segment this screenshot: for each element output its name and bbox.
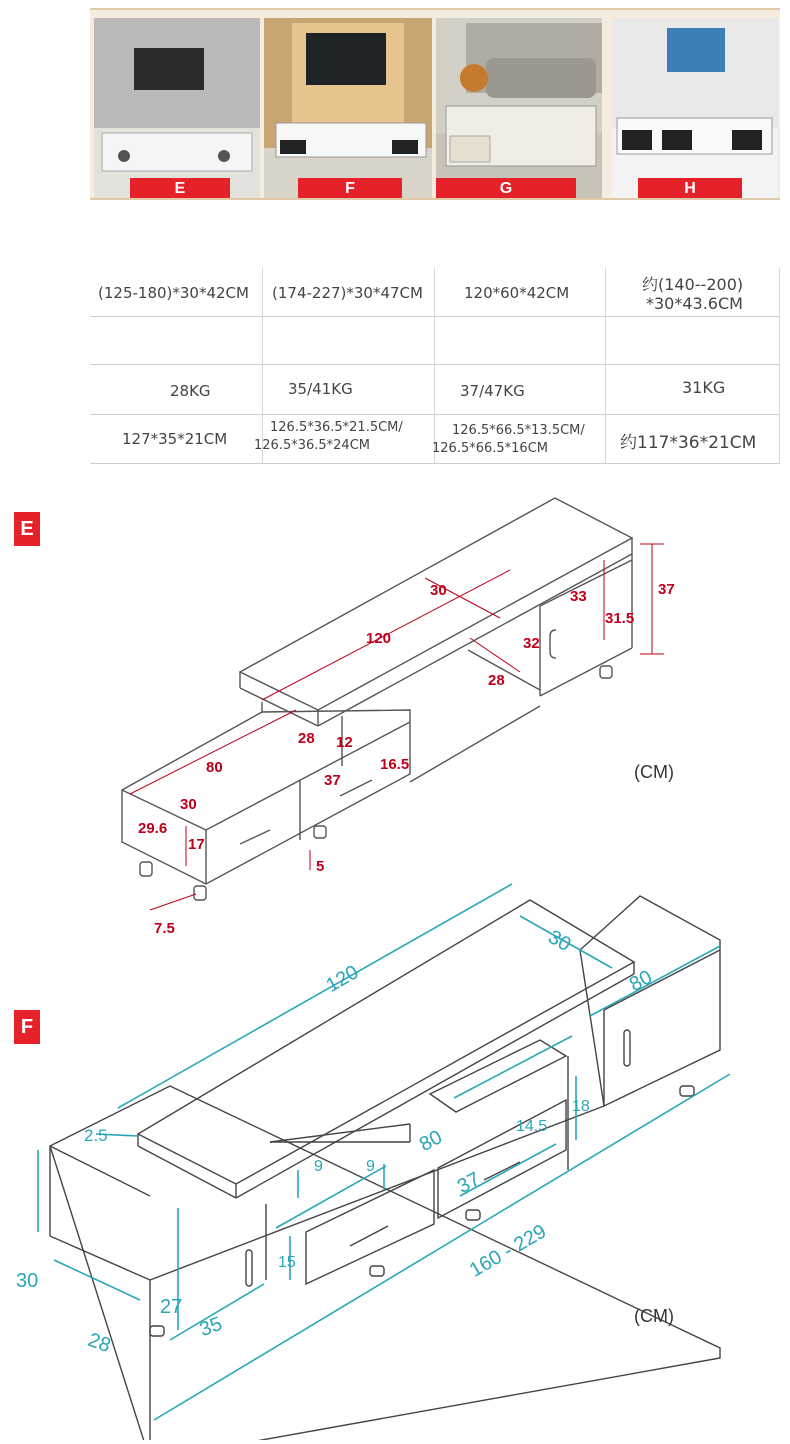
product-photo-g[interactable]: [436, 18, 602, 198]
diagram-f-drawing: [0, 880, 790, 1440]
product-photo-f[interactable]: [264, 18, 432, 198]
diagram-f-badge: F: [14, 1010, 40, 1044]
dim-e-top-length: 120: [366, 630, 392, 647]
dim-e-shelf-depth: 28: [488, 672, 505, 689]
dim-e-cabinet-depth: 33: [570, 588, 587, 605]
weight-g: 37/47KG: [460, 382, 525, 400]
dim-f-height: 30: [16, 1270, 39, 1292]
package-h: 约117*36*21CM: [620, 433, 757, 453]
tv-stand-photo-h: [612, 18, 778, 198]
dim-f-cubby-height: 18: [572, 1098, 590, 1115]
dim-f-total-length: 160 - 229: [465, 1220, 551, 1282]
dim-f-drawer-height-left: 15: [278, 1254, 296, 1271]
dim-f-drawer-width: 37: [453, 1168, 484, 1198]
dim-f-inner-depth: 35: [196, 1312, 226, 1342]
package-g-line2: 126.5*66.5*16CM: [432, 441, 548, 456]
dim-e-depth-top: 30: [430, 582, 447, 599]
weight-f: 35/41KG: [288, 380, 353, 398]
dim-e-drawer-width: 37: [324, 772, 341, 789]
dim-e-side-height: 17: [188, 836, 205, 853]
dim-f-middle-length: 80: [415, 1126, 446, 1156]
dim-f-gap-left: 9: [314, 1158, 323, 1175]
diagram-e-badge: E: [14, 512, 40, 546]
dim-e-gap-height: 12: [336, 734, 353, 751]
weight-h: 31KG: [682, 378, 726, 397]
diagram-f-unit: (CM): [634, 1306, 674, 1326]
dim-e-inner-depth: 28: [298, 730, 315, 747]
dim-e-lower-depth: 30: [180, 796, 197, 813]
product-photo-h[interactable]: [612, 18, 778, 198]
dim-e-cabinet-width: 32: [523, 635, 540, 652]
dim-e-height: 37: [658, 581, 675, 598]
dim-f-right-length: 80: [625, 966, 656, 996]
product-photo-e[interactable]: [94, 18, 260, 198]
dim-e-offset: 7.5: [154, 920, 175, 937]
dim-f-drawer-height-right: 14.5: [516, 1118, 548, 1135]
dim-e-drawer-height: 16.5: [380, 756, 410, 773]
product-label-f: F: [298, 178, 402, 198]
size-h-line2: *30*43.6CM: [646, 294, 743, 313]
dim-e-inner-width: 29.6: [138, 820, 168, 837]
size-h-line1: 约(140--200): [642, 275, 744, 294]
size-e: (125-180)*30*42CM: [98, 284, 249, 302]
size-g: 120*60*42CM: [464, 284, 570, 302]
dim-e-lower-length: 80: [206, 759, 223, 776]
dim-e-cabinet-height: 31.5: [605, 610, 635, 627]
product-strip: [90, 8, 780, 200]
package-g-line1: 126.5*66.5*13.5CM/: [452, 423, 585, 438]
dim-f-top-depth: 30: [544, 925, 575, 957]
weight-e: 28KG: [170, 382, 211, 400]
tv-stand-photo-f: [264, 18, 432, 198]
dim-f-top-length: 120: [322, 961, 363, 997]
product-label-g: G: [436, 178, 576, 198]
coffee-table-photo-g: [436, 18, 602, 198]
dim-f-side-depth: 28: [85, 1328, 114, 1358]
dim-f-gap-right: 9: [366, 1158, 375, 1175]
package-e: 127*35*21CM: [122, 430, 228, 448]
dim-e-leg-height: 5: [316, 858, 325, 875]
dim-f-inner-height: 27: [160, 1296, 183, 1318]
size-f: (174-227)*30*47CM: [272, 284, 423, 302]
dim-f-thickness: 2.5: [84, 1126, 108, 1145]
tv-stand-photo-e: [94, 18, 260, 198]
product-label-e: E: [130, 178, 230, 198]
spec-table: [90, 268, 780, 464]
package-f-line1: 126.5*36.5*21.5CM/: [270, 420, 403, 435]
diagram-e-drawing: [0, 490, 790, 940]
diagram-e-unit: (CM): [634, 762, 674, 782]
package-f-line2: 126.5*36.5*24CM: [254, 438, 370, 453]
product-label-h: H: [638, 178, 742, 198]
